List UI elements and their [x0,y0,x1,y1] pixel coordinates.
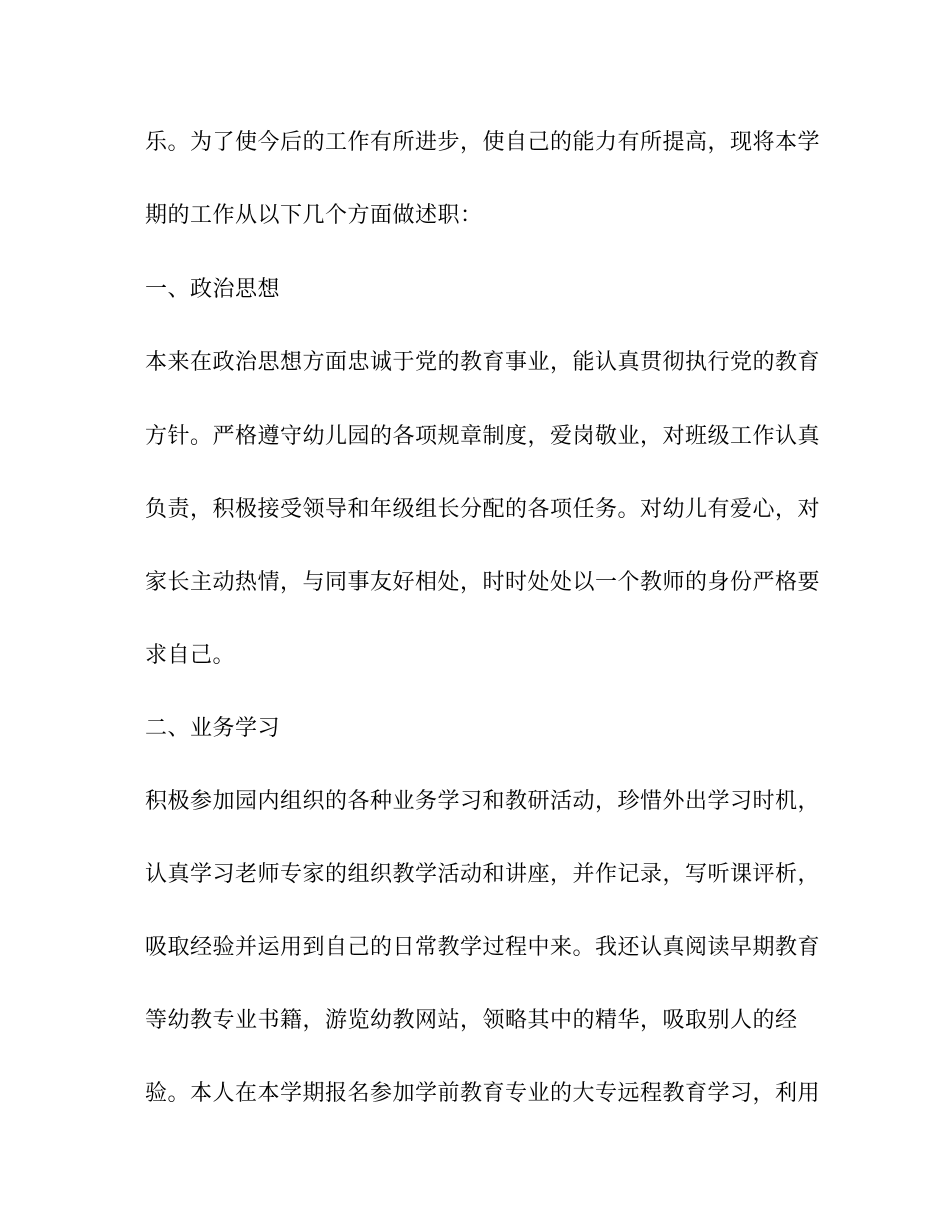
body-text-line: 吸取经验并运用到自己的日常教学过程中来。我还认真阅读早期教育 [145,935,821,960]
body-text-line: 本来在政治思想方面忠诚于党的教育事业，能认真贯彻执行党的教育 [145,350,821,375]
body-text-line: 期的工作从以下几个方面做述职： [145,203,483,228]
body-text-line: 等幼教专业书籍，游览幼教网站，领略其中的精华，吸取别人的经 [145,1008,798,1033]
body-text-line: 积极参加园内组织的各种业务学习和教研活动，珍惜外出学习时机， [145,789,821,814]
body-text-line: 验。本人在本学期报名参加学前教育专业的大专远程教育学习，利用 [145,1081,821,1106]
body-text-line: 方针。严格遵守幼儿园的各项规章制度，爱岗敬业，对班级工作认真 [145,424,821,449]
section-heading: 二、业务学习 [145,716,281,741]
body-text-line: 负责，积极接受领导和年级组长分配的各项任务。对幼儿有爱心，对 [145,497,821,522]
body-text-line: 求自己。 [145,643,236,668]
section-heading: 一、政治思想 [145,277,281,302]
body-text-line: 家长主动热情，与同事友好相处，时时处处以一个教师的身份严格要 [145,570,821,595]
body-text-line: 认真学习老师专家的组织教学活动和讲座，并作记录，写听课评析， [145,862,821,887]
body-text-line: 乐。为了使今后的工作有所进步，使自己的能力有所提高，现将本学 [145,130,821,155]
